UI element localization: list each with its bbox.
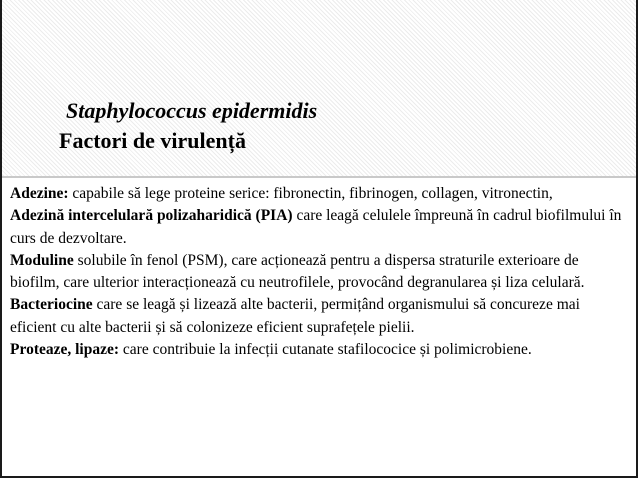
- title-organism: Staphylococcus epidermidis: [66, 98, 318, 123]
- desc-adhesins: capabile să lege proteine serice: fibronectin, fibrinogen, collagen, vitronectin,: [68, 185, 553, 202]
- title-subject: Factori de virulență: [59, 128, 246, 153]
- content-body: [10, 183, 622, 361]
- desc-pia: care leagă celulele împreună în cadrul biofilmului în curs de dezvoltare.: [10, 207, 622, 247]
- desc-bacteriocins: care se leagă și lizează alte bacterii, permițând organismului să concureze mai eficient cu alte bacterii și să colonizeze eficient suprafețele pielii.: [10, 296, 580, 336]
- paragraph-proteases: [10, 339, 622, 361]
- paragraph-adhesins: [10, 183, 622, 205]
- desc-modulins: solubile în fenol (PSM), care acționează pentru a dispersa straturile exterioare de biofilm, care ulterior interacționează cu neutrofilele, provocând degranularea și liza celulară.: [10, 251, 585, 292]
- paragraph-bacteriocins: [10, 294, 622, 339]
- paragraph-pia: [10, 205, 622, 250]
- paragraph-modulins: [10, 250, 622, 295]
- term-adhesins: Adezine:: [10, 185, 69, 202]
- term-proteases: Proteaze, lipaze:: [10, 341, 120, 359]
- title-band-divider: [0, 176, 638, 178]
- term-modulins: Moduline: [10, 251, 74, 269]
- term-bacteriocins: Bacteriocine: [10, 296, 93, 314]
- slide-border-left: [0, 0, 2, 478]
- desc-proteases: care contribuie la infecții cutanate stafilococice și polimicrobiene.: [119, 341, 532, 359]
- term-pia: Adezină intercelulară polizaharidică (PIA): [10, 207, 293, 225]
